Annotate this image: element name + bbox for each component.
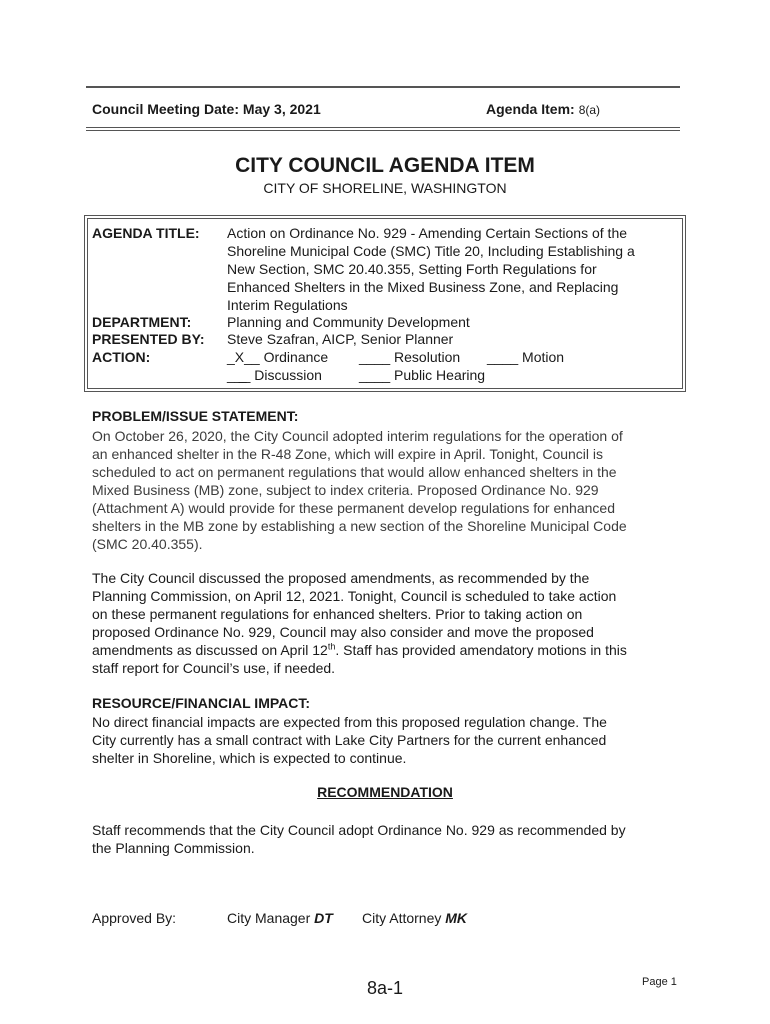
action-public-hearing: ____ Public Hearing: [359, 367, 486, 383]
presented-by-value: Steve Szafran, AICP, Senior Planner: [227, 331, 454, 347]
text-fragment: . Staff has provided amendatory motions in this: [335, 642, 627, 658]
action-ordinance: _X__ Ordinance: [227, 349, 329, 365]
text-line: (Attachment A) would provide for these permanent develop regulations for enhanced: [92, 500, 615, 516]
city-attorney-label: City Attorney: [362, 910, 442, 926]
text-line: [92, 641, 682, 659]
city-manager-initials: DT: [314, 910, 333, 926]
text-line: (SMC 20.40.355).: [92, 536, 203, 552]
text-line: staff report for Council’s use, if needed.: [92, 660, 336, 676]
city-attorney-initials: MK: [445, 910, 468, 926]
agenda-item-label: Agenda Item:: [486, 101, 575, 117]
problem-heading: PROBLEM/ISSUE STATEMENT:: [92, 408, 299, 424]
agenda-item-field: [486, 101, 600, 117]
header-top-rule: [86, 86, 680, 88]
department-value: Planning and Community Development: [227, 314, 470, 330]
recommendation-paragraph: [92, 821, 682, 857]
text-line: an enhanced shelter in the R-48 Zone, which will expire in April. Tonight, Council is: [92, 446, 604, 462]
city-manager-approval: [227, 910, 333, 926]
agenda-title-line: Action on Ordinance No. 929 - Amending Certain Sections of the: [227, 225, 628, 241]
text-line: shelters in the MB zone by establishing a new section of the Shoreline Municipal Code: [92, 518, 627, 534]
text-line: the Planning Commission.: [92, 840, 255, 856]
page-code: 8a-1: [366, 978, 404, 998]
recommendation-heading-text: RECOMMENDATION: [317, 784, 453, 800]
agenda-title-line: Shoreline Municipal Code (SMC) Title 20, Including Establishing a: [227, 243, 635, 259]
action-motion: ____ Motion: [487, 349, 565, 365]
meeting-date-label: Council Meeting Date:: [92, 101, 240, 117]
text-line: Staff recommends that the City Council adopt Ordinance No. 929 as recommended by: [92, 822, 626, 838]
header-bottom-rule: [86, 127, 680, 128]
recommendation-heading: [0, 784, 770, 800]
text-line: City currently has a small contract with Lake City Partners for the current enhanced: [92, 732, 607, 748]
text-line: proposed Ordinance No. 929, Council may also consider and move the proposed: [92, 624, 594, 640]
resource-heading: RESOURCE/FINANCIAL IMPACT:: [92, 695, 311, 711]
presented-by-label: PRESENTED BY:: [92, 331, 205, 347]
text-line: scheduled to act on permanent regulations that would allow enhanced shelters in the: [92, 464, 617, 480]
text-fragment: amendments as discussed on April 12: [92, 642, 328, 658]
text-line: on these permanent regulations for enhanced shelters. Prior to taking action on: [92, 606, 583, 622]
agenda-title-label: AGENDA TITLE:: [92, 225, 200, 241]
page-number: Page 1: [642, 976, 677, 988]
problem-paragraph-2: [92, 569, 682, 677]
text-line: The City Council discussed the proposed amendments, as recommended by the: [92, 570, 590, 586]
agenda-title-line: Enhanced Shelters in the Mixed Business Zone, and Replacing: [227, 279, 619, 295]
page-subtitle: CITY OF SHORELINE, WASHINGTON: [263, 180, 507, 196]
action-label: ACTION:: [92, 349, 151, 365]
approved-by-label: Approved By:: [92, 910, 177, 926]
header-bottom-rule-2: [86, 130, 680, 131]
header-row: [92, 101, 676, 117]
resource-paragraph: [92, 713, 682, 767]
page-title: CITY COUNCIL AGENDA ITEM: [235, 154, 535, 177]
text-line: No direct financial impacts are expected from this proposed regulation change. The: [92, 714, 607, 730]
city-attorney-approval: [362, 910, 467, 926]
city-manager-label: City Manager: [227, 910, 311, 926]
agenda-title-text: [227, 224, 635, 314]
action-discussion: __̲_ Discussion: [227, 367, 322, 383]
agenda-item-number: 8(a): [578, 103, 601, 117]
agenda-title-line: New Section, SMC 20.40.355, Setting Forth Regulations for: [227, 261, 597, 277]
meeting-date: May 3, 2021: [242, 101, 321, 117]
text-line: Mixed Business (MB) zone, subject to index criteria. Proposed Ordinance No. 929: [92, 482, 599, 498]
text-line: On October 26, 2020, the City Council adopted interim regulations for the operation of: [92, 428, 623, 444]
text-line: Planning Commission, on April 12, 2021. Tonight, Council is scheduled to take action: [92, 588, 617, 604]
agenda-title-line: Interim Regulations: [227, 297, 348, 313]
superscript: th: [327, 641, 336, 652]
department-label: DEPARTMENT:: [92, 314, 192, 330]
text-line: shelter in Shoreline, which is expected to continue.: [92, 750, 407, 766]
problem-paragraph-1: [92, 427, 682, 553]
action-resolution: ____ Resolution: [359, 349, 461, 365]
